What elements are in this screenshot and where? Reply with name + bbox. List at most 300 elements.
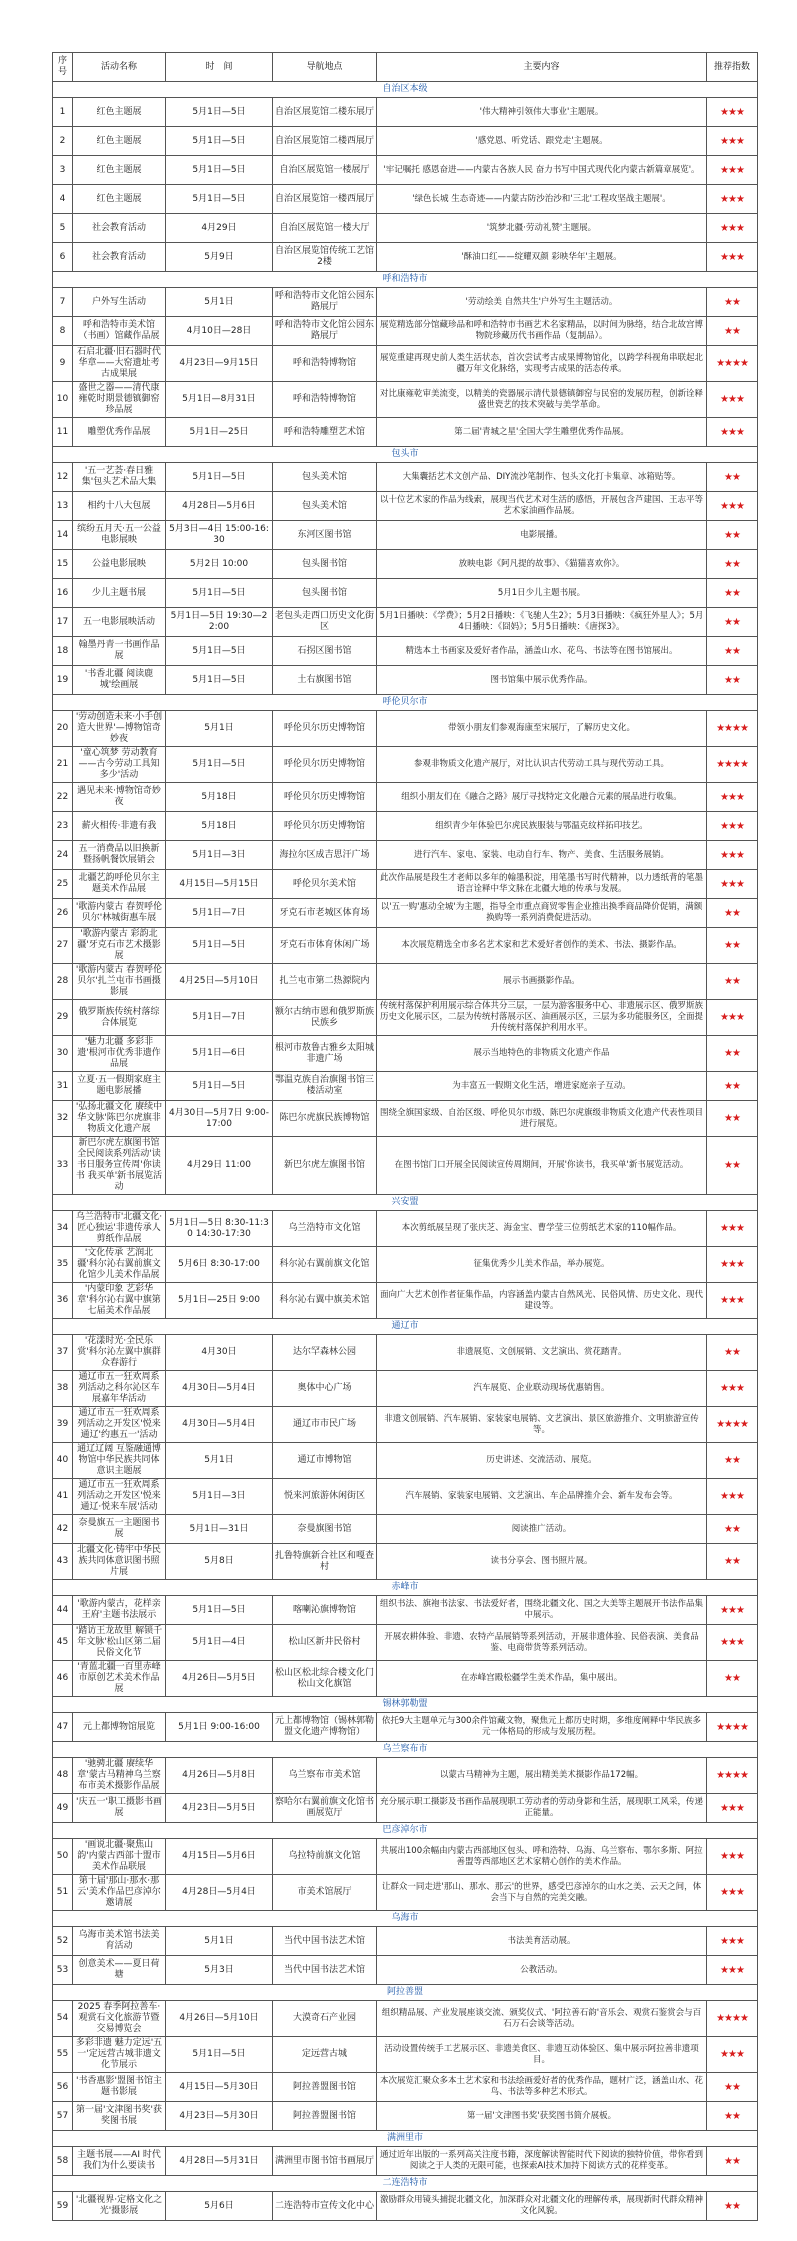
row-number: 44 bbox=[53, 1596, 73, 1625]
row-number: 53 bbox=[53, 1956, 73, 1985]
activity-time: 5月1日—7日 bbox=[166, 899, 273, 928]
activity-time: 4月15日—5月15日 bbox=[166, 870, 273, 899]
rating-stars: ★★ bbox=[707, 1544, 758, 1580]
activity-location: 呼伦贝尔美术馆 bbox=[273, 870, 377, 899]
table-row bbox=[53, 1596, 758, 1625]
row-number: 11 bbox=[53, 418, 73, 447]
section-title: 通辽市 bbox=[53, 1319, 758, 1335]
activity-name: 第一届'文津图书奖'获奖图书展 bbox=[73, 2102, 166, 2131]
rating-stars: ★★ bbox=[707, 1072, 758, 1101]
rating-stars: ★★★ bbox=[707, 243, 758, 272]
activity-location: 包头美术馆 bbox=[273, 492, 377, 521]
rating-stars: ★★★ bbox=[707, 1596, 758, 1625]
activity-name: 五一电影展映活动 bbox=[73, 608, 166, 637]
row-number: 13 bbox=[53, 492, 73, 521]
row-number: 22 bbox=[53, 783, 73, 812]
table-row bbox=[53, 214, 758, 243]
row-number: 41 bbox=[53, 1479, 73, 1515]
table-row bbox=[53, 579, 758, 608]
rating-stars: ★★★ bbox=[707, 1371, 758, 1407]
activity-time: 5月18日 bbox=[166, 812, 273, 841]
rating-stars: ★★ bbox=[707, 2073, 758, 2102]
activity-name: '踏访王龙故里 解锁千年文脉'松山区第二届民俗文化节 bbox=[73, 1625, 166, 1661]
row-number: 38 bbox=[53, 1371, 73, 1407]
activity-time: 5月1日 bbox=[166, 288, 273, 317]
table-row bbox=[53, 2192, 758, 2221]
table-row bbox=[53, 1036, 758, 1072]
activity-time: 4月26日—5月10日 bbox=[166, 2001, 273, 2037]
row-number: 6 bbox=[53, 243, 73, 272]
section-title: 呼伦贝尔市 bbox=[53, 695, 758, 711]
activity-content: 第二届'青城之星'全国大学生雕塑优秀作品展。 bbox=[377, 418, 707, 447]
activity-name: 户外写生活动 bbox=[73, 288, 166, 317]
activity-time: 4月23日—5月5日 bbox=[166, 1794, 273, 1823]
activity-location: 自治区展览馆传统工艺馆2楼 bbox=[273, 243, 377, 272]
rating-stars: ★★★ bbox=[707, 1956, 758, 1985]
activity-name: '驰骋北疆 赓续华章'蒙古马精神乌兰察布市美术摄影作品展 bbox=[73, 1758, 166, 1794]
activity-time: 4月30日 bbox=[166, 1335, 273, 1371]
rating-stars: ★★★★ bbox=[707, 1758, 758, 1794]
activity-content: 展示当地特色的非物质文化遗产作品 bbox=[377, 1036, 707, 1072]
rating-stars: ★★★ bbox=[707, 1211, 758, 1247]
rating-stars: ★★★ bbox=[707, 1794, 758, 1823]
rating-stars: ★★ bbox=[707, 1515, 758, 1544]
activity-name: 俄罗斯族传统村落综合体展览 bbox=[73, 1000, 166, 1036]
section-title: 赤峰市 bbox=[53, 1580, 758, 1596]
activity-name: 社会教育活动 bbox=[73, 214, 166, 243]
activity-name: '歌游内蒙古 春贺呼伦贝尔'林城街惠车展 bbox=[73, 899, 166, 928]
rating-stars: ★★ bbox=[707, 1661, 758, 1697]
header-rating: 推荐指数 bbox=[707, 53, 758, 82]
activity-content: 在图书馆门口开展全民阅读宣传周期间，开展'你读书，我买单'新书展览活动。 bbox=[377, 1137, 707, 1195]
activity-content: 电影展播。 bbox=[377, 521, 707, 550]
activity-name: '歌游内蒙古 彩韵北疆'牙克石市艺术摄影展 bbox=[73, 928, 166, 964]
table-row bbox=[53, 637, 758, 666]
activity-time: 5月6日 bbox=[166, 2192, 273, 2221]
rating-stars: ★★ bbox=[707, 550, 758, 579]
activity-time: 5月1日—5日 bbox=[166, 579, 273, 608]
activity-name: 遇见未来·博物馆奇妙夜 bbox=[73, 783, 166, 812]
table-row bbox=[53, 1794, 758, 1823]
rating-stars: ★★★ bbox=[707, 1479, 758, 1515]
activity-name: 通辽辽阔 互鉴融通博物馆中华民族共同体意识主题展 bbox=[73, 1443, 166, 1479]
activity-time: 4月25日—5月10日 bbox=[166, 964, 273, 1000]
activity-content: 让群众一同走进'那山、那水、那云'的世界，感受巴彦淖尔的山水之美、云天之间，体会当下与自然的完美交融。 bbox=[377, 1875, 707, 1911]
rating-stars: ★★ bbox=[707, 2192, 758, 2221]
row-number: 14 bbox=[53, 521, 73, 550]
activity-location: 自治区展览馆一楼西展厅 bbox=[273, 185, 377, 214]
rating-stars: ★★ bbox=[707, 608, 758, 637]
activity-location: 科尔沁右翼中旗美术馆 bbox=[273, 1283, 377, 1319]
activity-location: 扎鲁特旗新合社区和嘎查村 bbox=[273, 1544, 377, 1580]
activity-content: 组织精品展、产业发展座谈交流、颁奖仪式、'阿拉善石韵'音乐会、观赏石鉴赏会与百石万石会谈等活动。 bbox=[377, 2001, 707, 2037]
activity-content: 汽车展销、家装家电展销、文艺演出、车企品牌推介会、新车发布会等。 bbox=[377, 1479, 707, 1515]
activity-name: 通辽市五一狂欢周系列活动之开发区'悦来通辽'约惠五一'活动 bbox=[73, 1407, 166, 1443]
activity-content: 参观非物质文化遗产展厅，对比认识古代劳动工具与现代劳动工具。 bbox=[377, 747, 707, 783]
table-row bbox=[53, 1927, 758, 1956]
row-number: 54 bbox=[53, 2001, 73, 2037]
table-row bbox=[53, 1247, 758, 1283]
rating-stars: ★★★ bbox=[707, 185, 758, 214]
activity-location: 老包头走西口历史文化街区 bbox=[273, 608, 377, 637]
activity-location: 科尔沁右翼前旗文化馆 bbox=[273, 1247, 377, 1283]
activity-location: 呼伦贝尔历史博物馆 bbox=[273, 711, 377, 747]
activity-time: 4月10日—28日 bbox=[166, 317, 273, 346]
activity-location: 满洲里市图书馆书画展厅 bbox=[273, 2147, 377, 2176]
activity-name: 通辽市五一狂欢周系列活动之科尔沁区车展嘉年华活动 bbox=[73, 1371, 166, 1407]
activity-name: '书香惠影'盟图书馆主题书影展 bbox=[73, 2073, 166, 2102]
section-header-row bbox=[53, 447, 758, 463]
rating-stars: ★★★ bbox=[707, 1875, 758, 1911]
section-header-row bbox=[53, 695, 758, 711]
activity-name: '魅力北疆 多彩非遗'根河市优秀非遗作品展 bbox=[73, 1036, 166, 1072]
row-number: 28 bbox=[53, 964, 73, 1000]
activity-time: 5月1日—5日 bbox=[166, 1596, 273, 1625]
table-row bbox=[53, 1875, 758, 1911]
section-title: 二连浩特市 bbox=[53, 2176, 758, 2192]
row-number: 49 bbox=[53, 1794, 73, 1823]
row-number: 8 bbox=[53, 317, 73, 346]
activity-location: 乌拉特前旗文化馆 bbox=[273, 1839, 377, 1875]
table-row bbox=[53, 1956, 758, 1985]
activity-location: 鄂温克族自治旗图书馆三楼活动室 bbox=[273, 1072, 377, 1101]
table-row bbox=[53, 2102, 758, 2131]
table-row bbox=[53, 1758, 758, 1794]
row-number: 42 bbox=[53, 1515, 73, 1544]
activity-name: 多彩非遗 魅力定远'五一'定远营古城非遗文化节展示 bbox=[73, 2037, 166, 2073]
activity-name: 北疆艺韵呼伦贝尔主题美术作品展 bbox=[73, 870, 166, 899]
activity-name: 创意美术——夏日荷塘 bbox=[73, 1956, 166, 1985]
activity-content: 非遗展览、文创展销、文艺演出、赏花踏青。 bbox=[377, 1335, 707, 1371]
table-row bbox=[53, 492, 758, 521]
activity-time: 5月3日 bbox=[166, 1956, 273, 1985]
row-number: 32 bbox=[53, 1101, 73, 1137]
activity-location: 呼和浩特博物馆 bbox=[273, 382, 377, 418]
activity-content: '劳动绘美 自然共生'户外写生主题活动。 bbox=[377, 288, 707, 317]
row-number: 30 bbox=[53, 1036, 73, 1072]
activity-name: 缤纷五月天·五一公益电影展映 bbox=[73, 521, 166, 550]
activity-name: 公益电影展映 bbox=[73, 550, 166, 579]
section-title: 巴彦淖尔市 bbox=[53, 1823, 758, 1839]
activity-name: 红色主题展 bbox=[73, 185, 166, 214]
activity-content: 以'五一购'惠动全城'为主题，指导全市重点商贸零售企业推出换季商品降价促销，满额换购等一系列消费促进活动。 bbox=[377, 899, 707, 928]
row-number: 15 bbox=[53, 550, 73, 579]
activity-location: 呼伦贝尔历史博物馆 bbox=[273, 747, 377, 783]
activity-location: 包头美术馆 bbox=[273, 463, 377, 492]
activity-time: 5月1日—3日 bbox=[166, 841, 273, 870]
row-number: 35 bbox=[53, 1247, 73, 1283]
row-number: 57 bbox=[53, 2102, 73, 2131]
activity-location: 奈曼旗图书馆 bbox=[273, 1515, 377, 1544]
table-row bbox=[53, 666, 758, 695]
table-row bbox=[53, 2037, 758, 2073]
row-number: 24 bbox=[53, 841, 73, 870]
section-header-row bbox=[53, 1911, 758, 1927]
row-number: 5 bbox=[53, 214, 73, 243]
activity-name: '花漾时光·全民乐赏'科尔沁左翼中旗群众春游行 bbox=[73, 1335, 166, 1371]
activity-location: 当代中国书法艺术馆 bbox=[273, 1927, 377, 1956]
rating-stars: ★★★★ bbox=[707, 711, 758, 747]
activity-name: 乌兰浩特市'北疆文化·匠心独运'非遗传承人剪纸作品展 bbox=[73, 1211, 166, 1247]
section-header-row bbox=[53, 1742, 758, 1758]
activity-location: 奥体中心广场 bbox=[273, 1371, 377, 1407]
table-row bbox=[53, 812, 758, 841]
row-number: 18 bbox=[53, 637, 73, 666]
activity-name: 少儿主题书展 bbox=[73, 579, 166, 608]
activity-time: 4月30日—5月7日 9:00-17:00 bbox=[166, 1101, 273, 1137]
section-title: 乌海市 bbox=[53, 1911, 758, 1927]
activity-name: 五一消费品以旧换新暨扬帆餐饮展销会 bbox=[73, 841, 166, 870]
activity-name: '弘扬北疆文化 赓续中华文脉'陈巴尔虎旗非物质文化遗产展 bbox=[73, 1101, 166, 1137]
row-number: 43 bbox=[53, 1544, 73, 1580]
header-time: 时 间 bbox=[166, 53, 273, 82]
rating-stars: ★★★ bbox=[707, 1283, 758, 1319]
activity-name: 北疆文化·铸牢中华民族共同体意识图书照片展 bbox=[73, 1544, 166, 1580]
activity-content: 第一届'文津图书奖'获奖图书简介展板。 bbox=[377, 2102, 707, 2131]
rating-stars: ★★ bbox=[707, 521, 758, 550]
activity-location: 自治区展览馆二楼西展厅 bbox=[273, 127, 377, 156]
table-row bbox=[53, 608, 758, 637]
table-row bbox=[53, 2147, 758, 2176]
header-location: 导航地点 bbox=[273, 53, 377, 82]
row-number: 4 bbox=[53, 185, 73, 214]
row-number: 7 bbox=[53, 288, 73, 317]
row-number: 36 bbox=[53, 1283, 73, 1319]
activity-content: 本次展览汇聚众多本土艺术家和书法绘画爱好者的优秀作品，题材广泛，涵盖山水、花鸟、书法等多种艺术形式。 bbox=[377, 2073, 707, 2102]
rating-stars: ★★ bbox=[707, 1443, 758, 1479]
activity-name: 盛世之器——清代康雍乾时期景德镇御窑珍品展 bbox=[73, 382, 166, 418]
activity-location: 牙克石市老城区体育场 bbox=[273, 899, 377, 928]
activity-content: 大集囊括艺术文创产品、DIY流沙笔制作、包头文化打卡集章、冰箱贴等。 bbox=[377, 463, 707, 492]
row-number: 50 bbox=[53, 1839, 73, 1875]
row-number: 17 bbox=[53, 608, 73, 637]
row-number: 16 bbox=[53, 579, 73, 608]
activity-time: 5月1日—5日 bbox=[166, 2037, 273, 2073]
section-title: 兴安盟 bbox=[53, 1195, 758, 1211]
table-row bbox=[53, 1625, 758, 1661]
section-title: 锡林郭勒盟 bbox=[53, 1697, 758, 1713]
row-number: 48 bbox=[53, 1758, 73, 1794]
activity-content: 传统村落保护利用展示综合体共分三层，一层为游客服务中心、非遗展示区、俄罗斯族历史文化展示区，二层为传统村落展示区、油画展示区，三层为多功能服务区，全面提升传统村落保护利用水平。 bbox=[377, 1000, 707, 1036]
activity-location: 喀喇沁旗博物馆 bbox=[273, 1596, 377, 1625]
table-row bbox=[53, 1072, 758, 1101]
table-row bbox=[53, 1283, 758, 1319]
activity-time: 5月1日—5日 bbox=[166, 185, 273, 214]
rating-stars: ★★★★ bbox=[707, 1407, 758, 1443]
activity-content: 本次剪纸展呈现了张庆芝、海金宝、曹学莹三位剪纸艺术家的110幅作品。 bbox=[377, 1211, 707, 1247]
activity-content: 带领小朋友们参观海康至宋展厅，了解历史文化。 bbox=[377, 711, 707, 747]
activity-location: 自治区展览馆一楼大厅 bbox=[273, 214, 377, 243]
activity-time: 5月1日—5日 bbox=[166, 156, 273, 185]
activity-location: 通辽市博物馆 bbox=[273, 1443, 377, 1479]
activity-location: 察哈尔右翼前旗文化馆书画展览厅 bbox=[273, 1794, 377, 1823]
activity-content: 书法美育活动展。 bbox=[377, 1927, 707, 1956]
table-row bbox=[53, 243, 758, 272]
activity-time: 5月1日 9:00-16:00 bbox=[166, 1713, 273, 1742]
activity-content: 图书馆集中展示优秀作品。 bbox=[377, 666, 707, 695]
row-number: 29 bbox=[53, 1000, 73, 1036]
activity-name: 翰墨丹青一书画作品展 bbox=[73, 637, 166, 666]
activity-content: '感党恩、听党话、跟党走'主题展。 bbox=[377, 127, 707, 156]
activity-content: 组织书法、旗袍书法家、书法爱好者，围绕北疆文化、国之大美等主题展开书法作品集中展示。 bbox=[377, 1596, 707, 1625]
activity-content: 以十位艺术家的作品为线索，展现当代艺术对生活的感悟，开展包含芦建国、王志平等艺术家油画作品展。 bbox=[377, 492, 707, 521]
activity-name: 通辽市五一狂欢周系列活动之开发区'悦来通辽·悦来车展'活动 bbox=[73, 1479, 166, 1515]
activity-content: 充分展示职工摄影及书画作品展现职工劳动者的劳动身影和生活，展现职工风采，传递正能量。 bbox=[377, 1794, 707, 1823]
activity-name: 薪火相传·非遗有我 bbox=[73, 812, 166, 841]
table-row bbox=[53, 185, 758, 214]
activity-location: 石拐区图书馆 bbox=[273, 637, 377, 666]
activity-name: 呼和浩特市美术馆（书画）馆藏作品展 bbox=[73, 317, 166, 346]
activity-name: 2025 春季阿拉善车·观赏石文化旅游节暨交易博览会 bbox=[73, 2001, 166, 2037]
activity-content: 通过近年出版的一系列高关注度书籍，深度解读智能时代下阅读的独特价值，带你看到阅读之于人类的无限可能，也探索AI技术加持下阅读方式的花样变革。 bbox=[377, 2147, 707, 2176]
table-row bbox=[53, 382, 758, 418]
activity-location: 海拉尔区成吉思汗广场 bbox=[273, 841, 377, 870]
activity-content: 5月1日少儿主题书展。 bbox=[377, 579, 707, 608]
table-row bbox=[53, 550, 758, 579]
activity-content: 本次展览精选全市多名艺术家和艺术爱好者创作的美术、书法、摄影作品。 bbox=[377, 928, 707, 964]
row-number: 12 bbox=[53, 463, 73, 492]
activity-time: 5月2日 10:00 bbox=[166, 550, 273, 579]
table-row bbox=[53, 288, 758, 317]
table-row bbox=[53, 870, 758, 899]
section-title: 乌兰察布市 bbox=[53, 1742, 758, 1758]
row-number: 10 bbox=[53, 382, 73, 418]
activity-location: 新巴尔虎左旗图书馆 bbox=[273, 1137, 377, 1195]
header-content: 主要内容 bbox=[377, 53, 707, 82]
activity-content: 汽车展览、企业联动现场优惠销售。 bbox=[377, 1371, 707, 1407]
activity-time: 4月28日—5月4日 bbox=[166, 1875, 273, 1911]
rating-stars: ★★ bbox=[707, 666, 758, 695]
section-header-row bbox=[53, 1580, 758, 1596]
activity-location: 呼伦贝尔历史博物馆 bbox=[273, 812, 377, 841]
row-number: 25 bbox=[53, 870, 73, 899]
activity-time: 4月15日—5月6日 bbox=[166, 1839, 273, 1875]
table-row bbox=[53, 1335, 758, 1371]
rating-stars: ★★ bbox=[707, 579, 758, 608]
table-row bbox=[53, 899, 758, 928]
activity-time: 5月1日 bbox=[166, 1443, 273, 1479]
activity-content: '筑梦北疆·劳动礼赞'主题展。 bbox=[377, 214, 707, 243]
section-title: 自治区本级 bbox=[53, 82, 758, 98]
table-row bbox=[53, 127, 758, 156]
table-row bbox=[53, 1661, 758, 1697]
row-number: 59 bbox=[53, 2192, 73, 2221]
row-number: 1 bbox=[53, 98, 73, 127]
row-number: 31 bbox=[53, 1072, 73, 1101]
rating-stars: ★★★ bbox=[707, 382, 758, 418]
activity-time: 4月23日—9月15日 bbox=[166, 346, 273, 382]
section-header-row bbox=[53, 1319, 758, 1335]
section-header-row bbox=[53, 1985, 758, 2001]
activity-location: 自治区展览馆二楼东展厅 bbox=[273, 98, 377, 127]
table-row bbox=[53, 1407, 758, 1443]
activity-time: 4月26日—5月8日 bbox=[166, 1758, 273, 1794]
table-row bbox=[53, 156, 758, 185]
table-row bbox=[53, 1515, 758, 1544]
row-number: 23 bbox=[53, 812, 73, 841]
activity-location: 元上都博物馆（锡林郭勒盟文化遗产博物馆） bbox=[273, 1713, 377, 1742]
table-row bbox=[53, 1101, 758, 1137]
row-number: 37 bbox=[53, 1335, 73, 1371]
rating-stars: ★★ bbox=[707, 288, 758, 317]
activity-time: 5月1日—5日 8:30-11:30 14:30-17:30 bbox=[166, 1211, 273, 1247]
activity-location: 悦来河旅游休闲街区 bbox=[273, 1479, 377, 1515]
table-row bbox=[53, 928, 758, 964]
activity-location: 通辽市市民广场 bbox=[273, 1407, 377, 1443]
table-row bbox=[53, 841, 758, 870]
section-title: 阿拉善盟 bbox=[53, 1985, 758, 2001]
row-number: 34 bbox=[53, 1211, 73, 1247]
activity-content: 开展农耕体验、非遗、农特产品展销等系列活动，开展非遗体验、民俗表演、美食品鉴、电商带货等系列活动。 bbox=[377, 1625, 707, 1661]
activity-content: 面向广大艺术创作者征集作品，内容涵盖内蒙古自然风光、民俗风情、历史文化、现代建设等。 bbox=[377, 1283, 707, 1319]
rating-stars: ★★ bbox=[707, 1335, 758, 1371]
section-title: 包头市 bbox=[53, 447, 758, 463]
activity-time: 5月6日 8:30-17:00 bbox=[166, 1247, 273, 1283]
table-header-row bbox=[53, 53, 758, 82]
section-header-row bbox=[53, 82, 758, 98]
activity-name: 红色主题展 bbox=[73, 156, 166, 185]
rating-stars: ★★ bbox=[707, 964, 758, 1000]
activity-location: 定远营古城 bbox=[273, 2037, 377, 2073]
rating-stars: ★★★ bbox=[707, 812, 758, 841]
table-row bbox=[53, 418, 758, 447]
activity-time: 5月1日—25日 bbox=[166, 418, 273, 447]
activity-name: 第十届'那山·那水·那云'美术作品巴彦淖尔邀请展 bbox=[73, 1875, 166, 1911]
rating-stars: ★★★ bbox=[707, 841, 758, 870]
activity-location: 自治区展览馆一楼展厅 bbox=[273, 156, 377, 185]
rating-stars: ★★ bbox=[707, 463, 758, 492]
activity-name: 雕塑优秀作品展 bbox=[73, 418, 166, 447]
activity-content: 非遗文创展销、汽车展销、家装家电展销、文艺演出、景区旅游推介、文明旅游宣传等。 bbox=[377, 1407, 707, 1443]
table-row bbox=[53, 2073, 758, 2102]
activity-time: 4月30日—5月4日 bbox=[166, 1371, 273, 1407]
activity-time: 5月1日—5日 bbox=[166, 127, 273, 156]
activity-location: 松山区松北综合楼文化门松山文化旗馆 bbox=[273, 1661, 377, 1697]
activity-time: 5月1日—5日 bbox=[166, 928, 273, 964]
rating-stars: ★★★ bbox=[707, 2037, 758, 2073]
activity-content: 5月1日播映：《学费》；5月2日播映：《飞驰人生2》；5月3日播映：《疯狂外星人》；5月4日播映：《囧妈》；5月5日播映：《唐探3》。 bbox=[377, 608, 707, 637]
row-number: 56 bbox=[53, 2073, 73, 2102]
activity-name: '童心筑梦 劳动教育——古今劳动工具知多少'活动 bbox=[73, 747, 166, 783]
table-row bbox=[53, 711, 758, 747]
rating-stars: ★★ bbox=[707, 317, 758, 346]
row-number: 20 bbox=[53, 711, 73, 747]
activity-content: '绿色长城 生态奇迹——内蒙古防沙治沙和'三北'工程攻坚战主题展'。 bbox=[377, 185, 707, 214]
activity-location: 松山区新井民俗村 bbox=[273, 1625, 377, 1661]
activity-time: 5月1日—4日 bbox=[166, 1625, 273, 1661]
activity-time: 5月8日 bbox=[166, 1544, 273, 1580]
activity-location: 大漠奇石产业园 bbox=[273, 2001, 377, 2037]
activity-time: 4月28日—5月31日 bbox=[166, 2147, 273, 2176]
row-number: 3 bbox=[53, 156, 73, 185]
table-row bbox=[53, 98, 758, 127]
activity-name: 红色主题展 bbox=[73, 98, 166, 127]
activity-content: 活动设置传统手工艺展示区、非遗美食区、非遗互动体验区、集中展示阿拉善非遗项目。 bbox=[377, 2037, 707, 2073]
table-row bbox=[53, 783, 758, 812]
activity-location: 陈巴尔虎旗民族博物馆 bbox=[273, 1101, 377, 1137]
activity-name: 乌海市美术馆书法美育活动 bbox=[73, 1927, 166, 1956]
activity-content: 展览精选部分馆藏珍品和呼和浩特市书画艺术名家精品，以时间为脉络，结合北故宫博物院珍藏历代书画作品（复制品）。 bbox=[377, 317, 707, 346]
table-row bbox=[53, 1371, 758, 1407]
rating-stars: ★★★ bbox=[707, 1247, 758, 1283]
activity-content: 激励群众用镜头捕捉北疆文化，加深群众对北疆文化的理解传承，展现新时代群众精神文化风貌。 bbox=[377, 2192, 707, 2221]
activity-location: 呼和浩特博物馆 bbox=[273, 346, 377, 382]
activity-time: 5月1日—5日 bbox=[166, 747, 273, 783]
activity-content: '牢记嘱托 感恩奋进——内蒙古各族人民 奋力书写中国式现代化内蒙古新篇章展览'。 bbox=[377, 156, 707, 185]
rating-stars: ★★ bbox=[707, 2102, 758, 2131]
activity-name: 奈曼旗五一主题图书展 bbox=[73, 1515, 166, 1544]
activity-content: 放映电影《阿凡提的故事》、《猫猫喜欢你》。 bbox=[377, 550, 707, 579]
